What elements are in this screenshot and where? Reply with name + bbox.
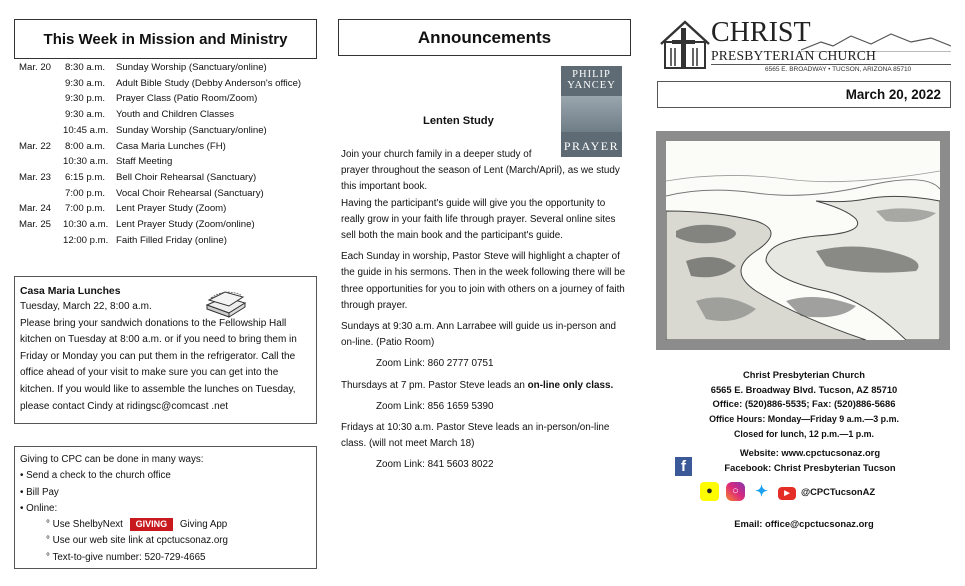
logo-church-name: CHRIST <box>711 17 811 48</box>
book-author-first: PHILIP <box>572 69 611 80</box>
book-cover <box>561 66 622 157</box>
river-landscape-illustration <box>666 141 940 340</box>
announcements-title: Announcements <box>417 27 552 47</box>
youtube-icon[interactable]: ▶ <box>778 487 796 500</box>
casa-maria-box <box>14 276 317 424</box>
bulletin-date: March 20, 2022 <box>845 87 941 102</box>
week-title: This Week in Mission and Ministry <box>43 30 288 48</box>
schedule-time: 10:45 a.m. <box>63 124 109 136</box>
lenten-paragraph-3: Each Sunday in worship, Pastor Steve will highlight a chapter of the guide in his sermons. Then in the week following there will be three opportunities for you to join with others on a journey of faith through prayer. <box>341 251 626 311</box>
schedule-date <box>19 107 63 123</box>
giving-sub-shelby <box>20 517 312 533</box>
church-name: Christ Presbyterian Church <box>743 369 865 380</box>
schedule-event: Lent Prayer Study (Zoom/online) <box>116 219 255 231</box>
giving-intro: Giving to CPC can be done in many ways: <box>20 454 204 465</box>
giving-item-online: • Online: <box>20 502 58 514</box>
schedule-date: Mar. 25 <box>19 219 51 231</box>
lenten-paragraph-2: Having the participant's guide will give you the opportunity to really grow in your faith life through prayer. Several online sites sell both the main book and the participant's guide. <box>341 197 616 242</box>
schedule-time: 7:00 p.m. <box>65 203 105 215</box>
schedule-event: Casa Maria Lunches (FH) <box>116 140 226 152</box>
church-phone: Office: (520)886-5535; Fax: (520)886-5686 <box>712 398 896 410</box>
church-address: 6565 E. Broadway Blvd. Tucson, AZ 85710 <box>710 383 898 395</box>
schedule-time: 7:00 p.m. <box>65 187 105 199</box>
schedule-row <box>19 123 319 139</box>
logo-address: 6565 E. BROADWAY • TUCSON, ARIZONA 85710 <box>765 66 912 73</box>
schedule-event: Prayer Class (Patio Room/Zoom) <box>116 93 258 105</box>
bulletin-date-box <box>657 81 951 108</box>
lenten-study-heading: Lenten Study <box>423 115 494 127</box>
instagram-icon[interactable]: ○ <box>726 482 745 501</box>
schedule-row <box>19 186 319 202</box>
church-logo <box>659 17 952 80</box>
logo-divider <box>711 64 951 65</box>
casa-title: Casa Maria Lunches <box>20 286 121 297</box>
book-cover-image <box>561 96 622 132</box>
social-icons <box>700 480 875 502</box>
schedule-date: Mar. 23 <box>19 171 51 183</box>
giving-item-check: • Send a check to the church office <box>20 470 171 482</box>
schedule-date: Mar. 24 <box>19 203 51 215</box>
social-handle[interactable]: @CPCTucsonAZ <box>801 485 876 497</box>
facebook-link[interactable]: Facebook: Christ Presbyterian Tucson <box>724 461 896 473</box>
church-building-icon <box>659 20 711 70</box>
lenten-paragraph-1 <box>341 147 631 196</box>
schedule-row <box>19 91 319 107</box>
schedule-row <box>19 233 319 249</box>
schedule-time: 8:00 a.m. <box>65 140 105 152</box>
facebook-icon[interactable]: f <box>675 457 692 476</box>
lenten-paragraph-fridays: Fridays at 10:30 a.m. Pastor Steve leads an in-person/on-line class. (will not meet March 18) <box>341 422 610 450</box>
schedule-date <box>19 91 63 107</box>
lenten-paragraph-1b: prayer throughout the season of Lent (March/April), as we study this important book. <box>341 165 620 193</box>
giving-sub-shelby-label: ° Use ShelbyNext <box>46 519 123 531</box>
giving-box <box>14 446 317 569</box>
lunch-hours: Closed for lunch, 12 p.m.—1 p.m. <box>733 428 875 439</box>
schedule-time: 8:30 a.m. <box>65 62 105 73</box>
sandwich-icon <box>203 285 249 319</box>
book-author-last: YANCEY <box>567 80 616 91</box>
week-title-box <box>14 19 317 59</box>
zoom-link-friday: Zoom Link: 841 5603 8022 <box>376 459 494 471</box>
schedule-row <box>19 60 319 76</box>
schedule-date <box>19 154 63 170</box>
schedule-event: Sunday Worship (Sanctuary/online) <box>116 62 267 73</box>
schedule-list <box>19 60 319 248</box>
schedule-event: Youth and Children Classes <box>116 109 235 121</box>
logo-presbyterian: PRESBYTERIAN CHURCH <box>711 48 877 63</box>
schedule-event: Vocal Choir Rehearsal (Sanctuary) <box>116 187 264 199</box>
schedule-time: 9:30 a.m. <box>65 77 105 89</box>
giving-sub-website: ° Use our web site link at cpctucsonaz.org <box>46 535 228 547</box>
announcements-title-box <box>338 19 631 56</box>
schedule-row <box>19 154 319 170</box>
schedule-row <box>19 170 319 186</box>
schedule-event: Adult Bible Study (Debby Anderson's office) <box>116 77 302 89</box>
schedule-event: Sunday Worship (Sanctuary/online) <box>116 124 267 136</box>
schedule-event: Bell Choir Rehearsal (Sanctuary) <box>116 171 257 183</box>
schedule-time: 9:30 p.m. <box>65 93 105 105</box>
thursdays-text: Thursdays at 7 pm. Pastor Steve leads an <box>341 379 528 391</box>
lenten-paragraph-1a: Join your church family in a deeper study of <box>341 149 532 160</box>
zoom-link-thursday: Zoom Link: 856 1659 5390 <box>376 400 494 412</box>
web-links <box>657 446 951 475</box>
announcements-body <box>341 147 631 479</box>
schedule-time: 10:30 a.m. <box>63 156 109 168</box>
church-info <box>657 368 951 442</box>
giving-button[interactable]: GIVING <box>130 518 174 531</box>
church-email[interactable]: Email: office@cpctucsonaz.org <box>734 518 874 529</box>
schedule-time: 12:00 p.m. <box>63 234 109 246</box>
schedule-date <box>19 76 63 92</box>
giving-item-billpay: • Bill Pay <box>20 486 59 498</box>
schedule-date <box>19 233 63 249</box>
twitter-icon[interactable]: ✦ <box>755 483 768 500</box>
schedule-row <box>19 107 319 123</box>
schedule-time: 9:30 a.m. <box>65 109 105 121</box>
schedule-row <box>19 201 319 217</box>
schedule-date: Mar. 20 <box>19 62 51 73</box>
lenten-paragraph-sundays: Sundays at 9:30 a.m. Ann Larrabee will guide us in-person and on-line. (Patio Room) <box>341 321 617 349</box>
snapchat-icon[interactable]: ● <box>700 482 719 501</box>
schedule-row <box>19 139 319 155</box>
schedule-date: Mar. 22 <box>19 140 51 152</box>
river-illustration-frame <box>656 131 950 350</box>
book-title: PRAYER <box>563 139 620 153</box>
schedule-row <box>19 217 319 233</box>
giving-sub-shelby-app: Giving App <box>179 519 228 531</box>
schedule-event: Staff Meeting <box>116 156 173 168</box>
zoom-link-sunday: Zoom Link: 860 2777 0751 <box>376 358 494 370</box>
office-hours: Office Hours: Monday—Friday 9 a.m.—3 p.m. <box>709 414 899 425</box>
schedule-date <box>19 123 63 139</box>
giving-sub-text: ° Text-to-give number: 520-729-4665 <box>46 551 206 563</box>
schedule-event: Faith Filled Friday (online) <box>116 234 227 246</box>
website-link[interactable]: Website: www.cpctucsonaz.org <box>739 447 881 458</box>
casa-datetime: Tuesday, March 22, 8:00 a.m. <box>20 301 152 312</box>
schedule-event: Lent Prayer Study (Zoom) <box>116 203 227 215</box>
schedule-row <box>19 76 319 92</box>
lenten-paragraph-thursdays <box>341 378 631 394</box>
schedule-time: 10:30 a.m. <box>63 219 109 231</box>
thursdays-bold: on-line only class. <box>527 379 614 391</box>
casa-body: Please bring your sandwich donations to the Fellowship Hall kitchen on Tuesday at 8:00 a.m. or if you need to bring them in Friday or Monday you can put them in the refrigerator. Call the office ahead of your visit to make sure you can get into the kitchen. If you would like to assemble the lunches on Tuesday, please contact Cindy at ridingsc@comcast .net <box>20 317 297 412</box>
schedule-time: 6:15 p.m. <box>65 171 105 183</box>
schedule-date <box>19 186 63 202</box>
